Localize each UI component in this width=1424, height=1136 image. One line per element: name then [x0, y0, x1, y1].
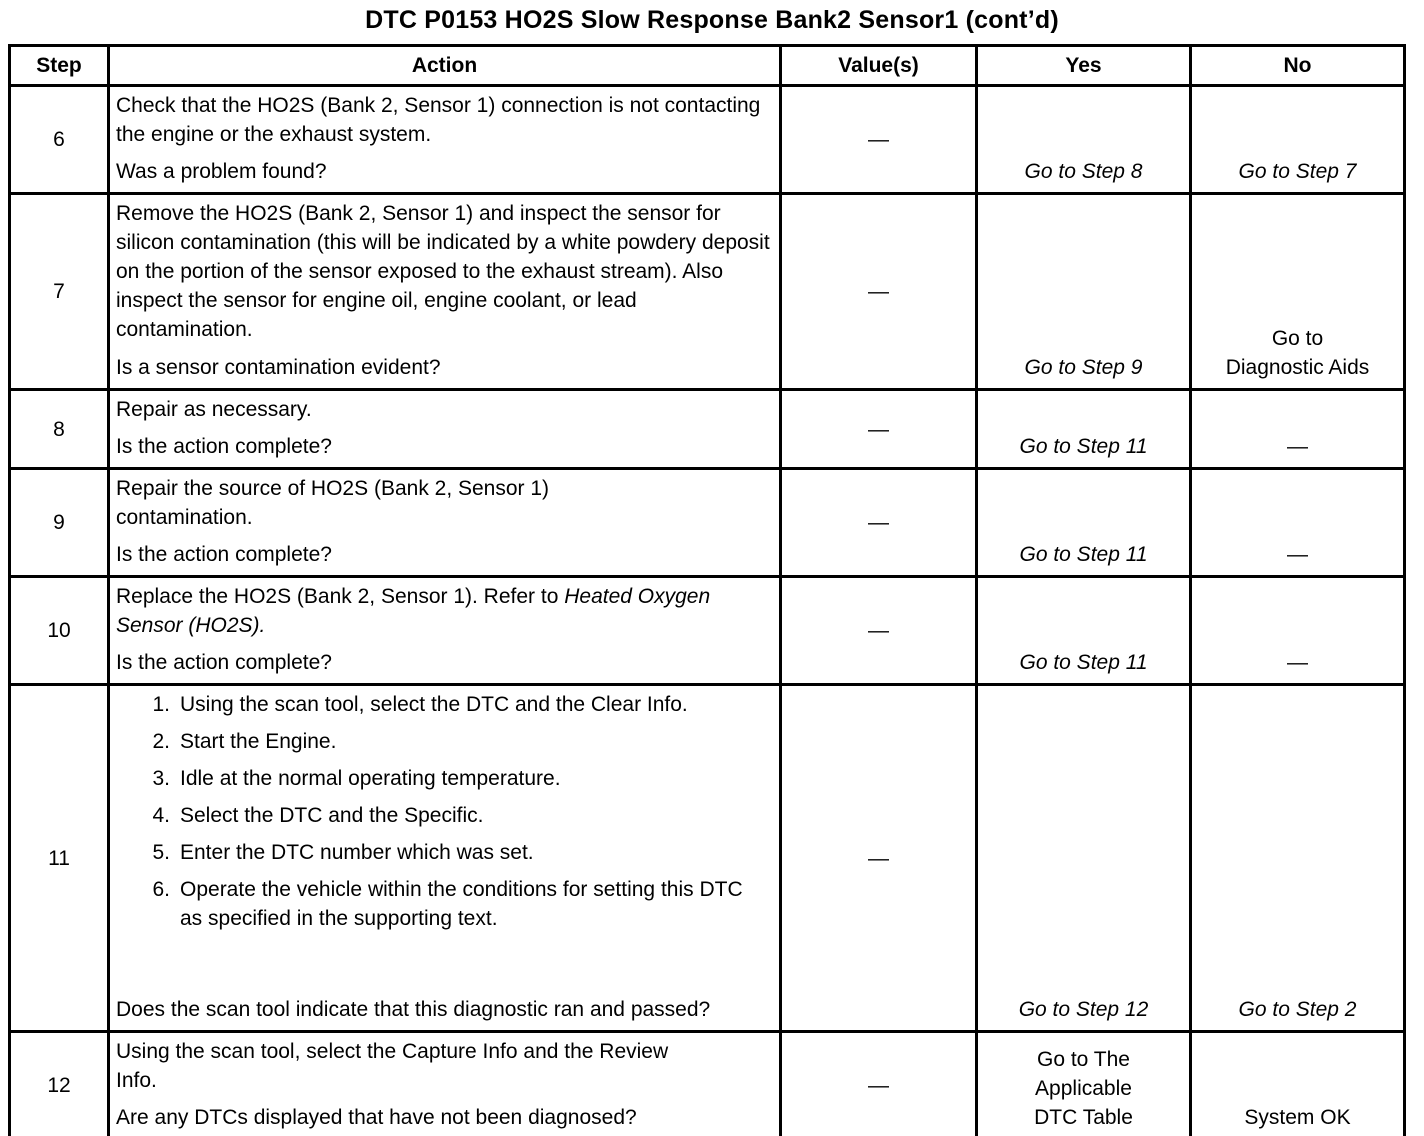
list-item [116, 875, 773, 933]
list-item [116, 727, 773, 756]
action-text: Remove the HO2S (Bank 2, Sensor 1) and inspect the sensor for silicon contamination (this will be indicated by a white powdery deposit on the portion of the sensor exposed to the exhaust stream). Also inspect the sensor for engine oil, engine coolant, or lead contamination. [116, 202, 770, 341]
page-title: DTC P0153 HO2S Slow Response Bank2 Sensor1 (cont’d) [365, 6, 1059, 34]
action-cell [109, 86, 781, 194]
table-row [10, 577, 1405, 685]
action-reference[interactable]: Heated Oxygen Sensor (HO2S). [116, 585, 711, 637]
no-goto: Go to Step 2 [1238, 998, 1357, 1021]
value-cell: — [781, 390, 977, 469]
step-number: 12 [10, 1032, 109, 1136]
no-value: — [1287, 651, 1308, 674]
substep-number: 4. [152, 804, 170, 827]
no-goto-line: Go to [1271, 327, 1324, 350]
yes-cell [977, 1032, 1191, 1136]
substep-text: Using the scan tool, select the DTC and the Clear Info. [180, 693, 688, 716]
action-question: Is the action complete? [116, 651, 332, 674]
substep-number: 5. [152, 841, 170, 864]
no-cell [1191, 194, 1405, 390]
no-cell [1191, 1032, 1405, 1136]
header-action: Action [109, 46, 781, 86]
action-question: Is the action complete? [116, 435, 332, 458]
no-goto: Go to Step 7 [1238, 160, 1357, 183]
value-cell: — [781, 194, 977, 390]
step-number: 7 [10, 194, 109, 390]
substep-text: Idle at the normal operating temperature. [180, 767, 561, 790]
action-text: Check that the HO2S (Bank 2, Sensor 1) connection is not contacting the engine or the exhaust system. [116, 94, 761, 146]
action-text [116, 582, 773, 640]
yes-goto: Go to Step 12 [1018, 998, 1149, 1021]
yes-cell [977, 685, 1191, 1032]
table-row [10, 1032, 1405, 1136]
no-value: — [1287, 543, 1308, 566]
list-item [116, 838, 773, 867]
yes-goto: Go to Step 11 [1019, 543, 1148, 566]
table-row [10, 390, 1405, 469]
yes-cell [977, 469, 1191, 577]
no-cell [1191, 469, 1405, 577]
action-cell [109, 685, 781, 1032]
step-number: 6 [10, 86, 109, 194]
table-row [10, 685, 1405, 1032]
diagnostic-table [8, 44, 1406, 1136]
substep-number: 6. [152, 878, 170, 901]
table-row [10, 86, 1405, 194]
value-cell: — [781, 1032, 977, 1136]
yes-line: Go to The [1036, 1048, 1130, 1071]
action-cell [109, 390, 781, 469]
substep-text: Enter the DTC number which was set. [180, 841, 534, 864]
header-values: Value(s) [781, 46, 977, 86]
table-row [10, 469, 1405, 577]
no-value: System OK [1244, 1106, 1351, 1129]
action-question: Does the scan tool indicate that this diagnostic ran and passed? [116, 998, 711, 1021]
no-value: — [1287, 435, 1308, 458]
no-cell [1191, 577, 1405, 685]
yes-goto: Go to Step 8 [1024, 160, 1143, 183]
header-step: Step [10, 46, 109, 86]
step-number: 11 [10, 685, 109, 1032]
yes-line: Applicable [1035, 1077, 1132, 1100]
list-item [116, 801, 773, 830]
substep-number: 1. [152, 693, 170, 716]
list-item [116, 690, 773, 719]
action-cell [109, 1032, 781, 1136]
yes-goto: Go to Step 11 [1019, 435, 1148, 458]
action-cell [109, 469, 781, 577]
yes-goto: Go to Step 9 [1024, 356, 1143, 379]
action-text-prefix: Replace the HO2S (Bank 2, Sensor 1). Refer to [116, 585, 565, 608]
action-text: Repair as necessary. [116, 398, 312, 421]
value-cell: — [781, 86, 977, 194]
header-row [10, 46, 1405, 86]
action-question: Is the action complete? [116, 543, 332, 566]
action-question: Was a problem found? [116, 160, 327, 183]
yes-cell [977, 577, 1191, 685]
substep-list [116, 690, 773, 941]
action-text: Using the scan tool, select the Capture Info and the Review Info. [116, 1040, 669, 1092]
table-row [10, 194, 1405, 390]
value-cell: — [781, 685, 977, 1032]
step-number: 10 [10, 577, 109, 685]
header-yes: Yes [977, 46, 1191, 86]
no-cell [1191, 86, 1405, 194]
action-cell [109, 194, 781, 390]
yes-line: DTC Table [1034, 1106, 1133, 1129]
action-text: Repair the source of HO2S (Bank 2, Sensor 1) contamination. [116, 477, 550, 529]
list-item [116, 764, 773, 793]
no-cell [1191, 390, 1405, 469]
substep-number: 2. [152, 730, 170, 753]
value-cell: — [781, 469, 977, 577]
step-number: 9 [10, 469, 109, 577]
action-question: Are any DTCs displayed that have not been diagnosed? [116, 1106, 637, 1129]
header-no: No [1191, 46, 1405, 86]
substep-text: Start the Engine. [180, 730, 337, 753]
substep-text: Operate the vehicle within the conditions for setting this DTC as specified in the supporting text. [180, 878, 743, 930]
substep-text: Select the DTC and the Specific. [180, 804, 484, 827]
yes-cell [977, 390, 1191, 469]
substep-number: 3. [152, 767, 170, 790]
no-goto-line: Diagnostic Aids [1225, 356, 1370, 379]
action-cell [109, 577, 781, 685]
yes-cell [977, 86, 1191, 194]
step-number: 8 [10, 390, 109, 469]
action-question: Is a sensor contamination evident? [116, 356, 441, 379]
value-cell: — [781, 577, 977, 685]
yes-cell [977, 194, 1191, 390]
no-cell [1191, 685, 1405, 1032]
yes-goto: Go to Step 11 [1019, 651, 1148, 674]
